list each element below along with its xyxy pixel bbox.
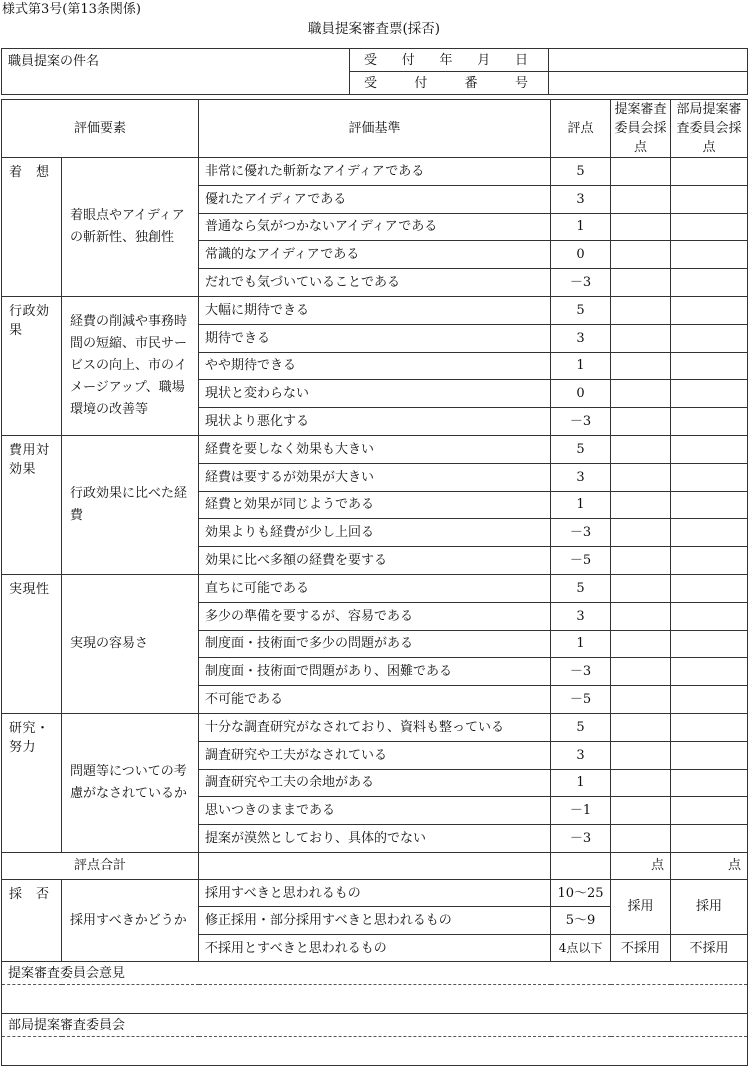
criterion-text: 優れたアイディアである: [199, 185, 551, 213]
committee-score-cell[interactable]: [611, 380, 671, 408]
criterion-text: 現状と変わらない: [199, 380, 551, 408]
committee-score-cell[interactable]: [611, 213, 671, 241]
category-name: 実現性: [2, 574, 62, 713]
category-description: 経費の削減や事務時間の短縮、市民サービスの向上、市のイメージアップ、職場環境の改善等: [62, 296, 199, 435]
committee-score-cell[interactable]: [611, 602, 671, 630]
dept-score-cell[interactable]: [671, 797, 748, 825]
adopt-dept[interactable]: 採用: [671, 879, 748, 934]
dept-score-cell[interactable]: [671, 296, 748, 324]
criterion-text: 経費と効果が同じようである: [199, 491, 551, 519]
committee-score-cell[interactable]: [611, 630, 671, 658]
adoption-criterion: 修正採用・部分採用すべきと思われるもの: [199, 907, 551, 935]
adopt-committee[interactable]: 採用: [611, 879, 671, 934]
committee-score-cell[interactable]: [611, 574, 671, 602]
criterion-text: 常識的なアイディアである: [199, 241, 551, 269]
criterion-score: 5: [551, 158, 611, 186]
criterion-score: 5: [551, 435, 611, 463]
category-description: 問題等についての考慮がなされているか: [62, 713, 199, 852]
criterion-score: －1: [551, 797, 611, 825]
criteria-row: [2, 296, 748, 324]
category-name: 費用対効果: [2, 435, 62, 574]
dept-score-cell[interactable]: [671, 658, 748, 686]
dept-score-cell[interactable]: [671, 547, 748, 575]
committee-opinion-label: 提案審査委員会意見: [2, 962, 748, 985]
committee-score-cell[interactable]: [611, 769, 671, 797]
criterion-score: －5: [551, 686, 611, 714]
criterion-text: やや期待できる: [199, 352, 551, 380]
criterion-score: －3: [551, 408, 611, 436]
category-name: 研究・努力: [2, 713, 62, 852]
col-header-criteria: 評価基準: [199, 100, 551, 158]
dept-score-cell[interactable]: [671, 630, 748, 658]
reject-dept[interactable]: 不採用: [671, 934, 748, 962]
criterion-score: 1: [551, 769, 611, 797]
committee-score-cell[interactable]: [611, 185, 671, 213]
criterion-score: 3: [551, 463, 611, 491]
total-score-blank: [551, 852, 611, 879]
adoption-criterion: 採用すべきと思われるもの: [199, 879, 551, 907]
category-description: 実現の容易さ: [62, 574, 199, 713]
criterion-text: 非常に優れた斬新なアイディアである: [199, 158, 551, 186]
dept-score-cell[interactable]: [671, 269, 748, 297]
dept-score-cell[interactable]: [671, 602, 748, 630]
criterion-score: 5: [551, 296, 611, 324]
committee-score-cell[interactable]: [611, 241, 671, 269]
committee-score-cell[interactable]: [611, 547, 671, 575]
criterion-score: 1: [551, 630, 611, 658]
committee-score-cell[interactable]: [611, 686, 671, 714]
committee-score-cell[interactable]: [611, 352, 671, 380]
committee-score-cell[interactable]: [611, 296, 671, 324]
dept-score-cell[interactable]: [671, 241, 748, 269]
dept-opinion-label: 部局提案審査委員会: [2, 1014, 748, 1037]
category-name: 着 想: [2, 158, 62, 297]
committee-score-cell[interactable]: [611, 825, 671, 853]
dept-score-cell[interactable]: [671, 491, 748, 519]
total-blank: [199, 852, 551, 879]
criterion-score: －3: [551, 825, 611, 853]
reject-committee[interactable]: 不採用: [611, 934, 671, 962]
adoption-question: 採用すべきかどうか: [62, 879, 199, 962]
document-title: 職員提案審査票(採否): [307, 21, 441, 37]
committee-score-cell[interactable]: [611, 491, 671, 519]
dept-score-cell[interactable]: [671, 713, 748, 741]
criterion-text: 直ちに可能である: [199, 574, 551, 602]
criterion-text: 経費は要するが効果が大きい: [199, 463, 551, 491]
criteria-row: [2, 435, 748, 463]
dept-score-cell[interactable]: [671, 435, 748, 463]
committee-score-cell[interactable]: [611, 741, 671, 769]
adoption-range: 4点以下: [551, 934, 611, 962]
criterion-text: 提案が漠然としており、具体的でない: [199, 825, 551, 853]
committee-score-cell[interactable]: [611, 797, 671, 825]
committee-score-cell[interactable]: [611, 658, 671, 686]
received-number-field[interactable]: [549, 72, 748, 95]
dept-opinion-field[interactable]: [2, 1037, 748, 1066]
criterion-text: 調査研究や工夫の余地がある: [199, 769, 551, 797]
criterion-text: 調査研究や工夫がなされている: [199, 741, 551, 769]
category-name: 行政効果: [2, 296, 62, 435]
committee-score-cell[interactable]: [611, 435, 671, 463]
criterion-score: －3: [551, 519, 611, 547]
committee-score-cell[interactable]: [611, 713, 671, 741]
criterion-score: －5: [551, 547, 611, 575]
dept-score-cell[interactable]: [671, 825, 748, 853]
criteria-row: [2, 158, 748, 186]
criterion-text: 大幅に期待できる: [199, 296, 551, 324]
dept-score-cell[interactable]: [671, 686, 748, 714]
committee-score-cell[interactable]: [611, 519, 671, 547]
dept-score-cell[interactable]: [671, 741, 748, 769]
committee-score-cell[interactable]: [611, 158, 671, 186]
criterion-text: 経費を要しなく効果も大きい: [199, 435, 551, 463]
criterion-score: 3: [551, 324, 611, 352]
criterion-score: 5: [551, 713, 611, 741]
criterion-text: 期待できる: [199, 324, 551, 352]
committee-opinion-field[interactable]: [2, 985, 748, 1014]
dept-score-cell[interactable]: [671, 324, 748, 352]
criterion-score: 3: [551, 185, 611, 213]
criterion-text: だれでも気づいていることである: [199, 269, 551, 297]
dept-score-cell[interactable]: [671, 769, 748, 797]
category-description: 着眼点やアイディアの斬新性、独創性: [62, 158, 199, 297]
criterion-text: 多少の準備を要するが、容易である: [199, 602, 551, 630]
total-label: 評点合計: [2, 852, 199, 879]
adoption-label: 採 否: [2, 879, 62, 962]
header-table: [1, 48, 748, 95]
criterion-score: －3: [551, 658, 611, 686]
adoption-criterion: 不採用とすべきと思われるもの: [199, 934, 551, 962]
criterion-text: 十分な調査研究がなされており、資料も整っている: [199, 713, 551, 741]
dept-score-cell[interactable]: [671, 463, 748, 491]
col-header-score: 評点: [551, 100, 611, 158]
dept-score-cell[interactable]: [671, 519, 748, 547]
criterion-text: 不可能である: [199, 686, 551, 714]
dept-score-cell[interactable]: [671, 158, 748, 186]
criterion-score: 5: [551, 574, 611, 602]
col-header-element: 評価要素: [2, 100, 199, 158]
form-id: 様式第3号(第13条関係): [2, 2, 141, 17]
criterion-score: 0: [551, 380, 611, 408]
dept-score-cell[interactable]: [671, 213, 748, 241]
committee-score-cell[interactable]: [611, 463, 671, 491]
dept-score-cell[interactable]: [671, 574, 748, 602]
received-date-label: 受 付 年 月 日: [350, 49, 549, 72]
received-date-field[interactable]: [549, 49, 748, 72]
criterion-score: 3: [551, 741, 611, 769]
criterion-score: 3: [551, 602, 611, 630]
criterion-text: 制度面・技術面で多少の問題がある: [199, 630, 551, 658]
category-description: 行政効果に比べた経費: [62, 435, 199, 574]
criterion-text: 効果よりも経費が少し上回る: [199, 519, 551, 547]
committee-score-cell[interactable]: [611, 408, 671, 436]
criterion-score: －3: [551, 269, 611, 297]
committee-score-cell[interactable]: [611, 324, 671, 352]
criterion-text: 普通なら気がつかないアイディアである: [199, 213, 551, 241]
criterion-score: 0: [551, 241, 611, 269]
criterion-text: 現状より悪化する: [199, 408, 551, 436]
criteria-row: [2, 574, 748, 602]
total-dept-unit[interactable]: 点: [671, 852, 748, 879]
adoption-range: 5〜9: [551, 907, 611, 935]
dept-score-cell[interactable]: [671, 352, 748, 380]
dept-score-cell[interactable]: [671, 380, 748, 408]
proposal-name-label: 職員提案の件名: [2, 49, 350, 95]
col-header-committee: 提案審査委員会採点: [611, 100, 671, 158]
total-committee-unit[interactable]: 点: [611, 852, 671, 879]
dept-score-cell[interactable]: [671, 408, 748, 436]
col-header-dept: 部局提案審査委員会採点: [671, 100, 748, 158]
received-number-label: 受 付 番 号: [350, 72, 549, 95]
committee-score-cell[interactable]: [611, 269, 671, 297]
criterion-score: 1: [551, 491, 611, 519]
dept-score-cell[interactable]: [671, 185, 748, 213]
criterion-text: 思いつきのままである: [199, 797, 551, 825]
evaluation-table: [1, 99, 748, 1066]
criteria-row: [2, 713, 748, 741]
criterion-score: 1: [551, 213, 611, 241]
criterion-text: 効果に比べ多額の経費を要する: [199, 547, 551, 575]
criterion-score: 1: [551, 352, 611, 380]
adoption-range: 10〜25: [551, 879, 611, 907]
criterion-text: 制度面・技術面で問題があり、困難である: [199, 658, 551, 686]
